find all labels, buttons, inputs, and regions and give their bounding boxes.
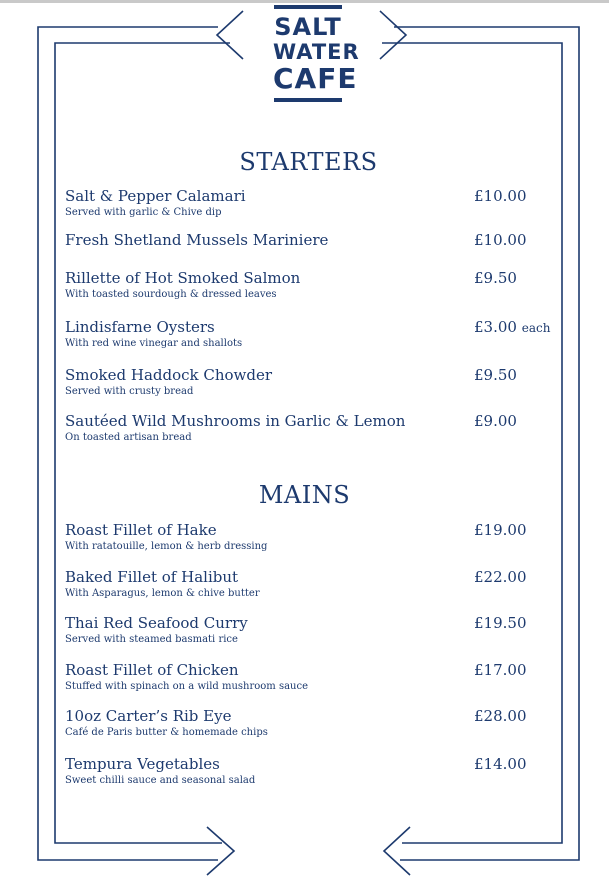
item-name: Roast Fillet of Hake — [65, 521, 217, 539]
item-price: £17.00 — [474, 661, 527, 679]
item-name: Sautéed Wild Mushrooms in Garlic & Lemon — [65, 412, 406, 430]
menu-item-calamari — [65, 187, 565, 218]
item-price: £14.00 — [474, 755, 527, 773]
item-price: £19.00 — [474, 521, 527, 539]
menu-item-hake — [65, 521, 565, 552]
item-name: Tempura Vegetables — [65, 755, 220, 773]
item-name: Smoked Haddock Chowder — [65, 366, 273, 384]
item-description: Café de Paris butter & homemade chips — [65, 727, 268, 738]
item-description: With red wine vinegar and shallots — [65, 338, 243, 349]
item-price: £9.50 — [474, 269, 517, 287]
item-name: 10oz Carter’s Rib Eye — [65, 707, 232, 725]
menu-item-mushrooms — [65, 412, 565, 443]
menu-item-salmon — [65, 269, 565, 300]
salt-water-cafe-logo — [273, 5, 360, 120]
menu-item-tempura — [65, 755, 565, 786]
logo-word-water: WATER — [273, 40, 360, 64]
menu-item-curry — [65, 614, 565, 645]
item-description: Served with crusty bread — [65, 386, 194, 397]
item-name: Roast Fillet of Chicken — [65, 661, 239, 679]
item-description: Served with steamed basmati rice — [65, 634, 238, 645]
item-description: On toasted artisan bread — [65, 432, 192, 443]
item-price: £19.50 — [474, 614, 527, 632]
item-name: Fresh Shetland Mussels Mariniere — [65, 231, 329, 249]
mains-heading: MAINS — [258, 481, 351, 509]
item-description: Stuffed with spinach on a wild mushroom sauce — [65, 681, 309, 692]
item-description: Served with garlic & Chive dip — [65, 207, 222, 218]
logo-word-cafe: CAFE — [273, 62, 358, 95]
menu-item-rib-eye — [65, 707, 565, 738]
menu-item-oysters — [65, 318, 565, 349]
item-name: Baked Fillet of Halibut — [65, 568, 239, 586]
item-price: £9.50 — [474, 366, 517, 384]
item-description: With ratatouille, lemon & herb dressing — [65, 541, 268, 552]
item-price-value: £3.00 — [474, 318, 517, 336]
item-description: Sweet chilli sauce and seasonal salad — [65, 775, 256, 786]
menu-item-chowder — [65, 366, 565, 397]
item-name: Thai Red Seafood Curry — [65, 614, 248, 632]
item-price: £22.00 — [474, 568, 527, 586]
item-price — [474, 318, 550, 336]
starters-heading: STARTERS — [239, 148, 378, 176]
item-name: Salt & Pepper Calamari — [65, 187, 246, 205]
item-description: With Asparagus, lemon & chive butter — [65, 588, 260, 599]
menu-item-chicken — [65, 661, 565, 692]
item-price: £10.00 — [474, 187, 527, 205]
logo-top-bar — [274, 5, 342, 9]
menu-item-halibut — [65, 568, 565, 599]
logo-bottom-bar — [274, 98, 342, 102]
menu-item-mussels — [65, 231, 565, 249]
item-description: With toasted sourdough & dressed leaves — [65, 289, 277, 300]
item-price: £10.00 — [474, 231, 527, 249]
item-price: £28.00 — [474, 707, 527, 725]
item-price: £9.00 — [474, 412, 517, 430]
logo-word-salt: SALT — [274, 13, 342, 41]
item-price-suffix: each — [521, 321, 551, 335]
item-name: Lindisfarne Oysters — [65, 318, 215, 336]
item-name: Rillette of Hot Smoked Salmon — [65, 269, 301, 287]
